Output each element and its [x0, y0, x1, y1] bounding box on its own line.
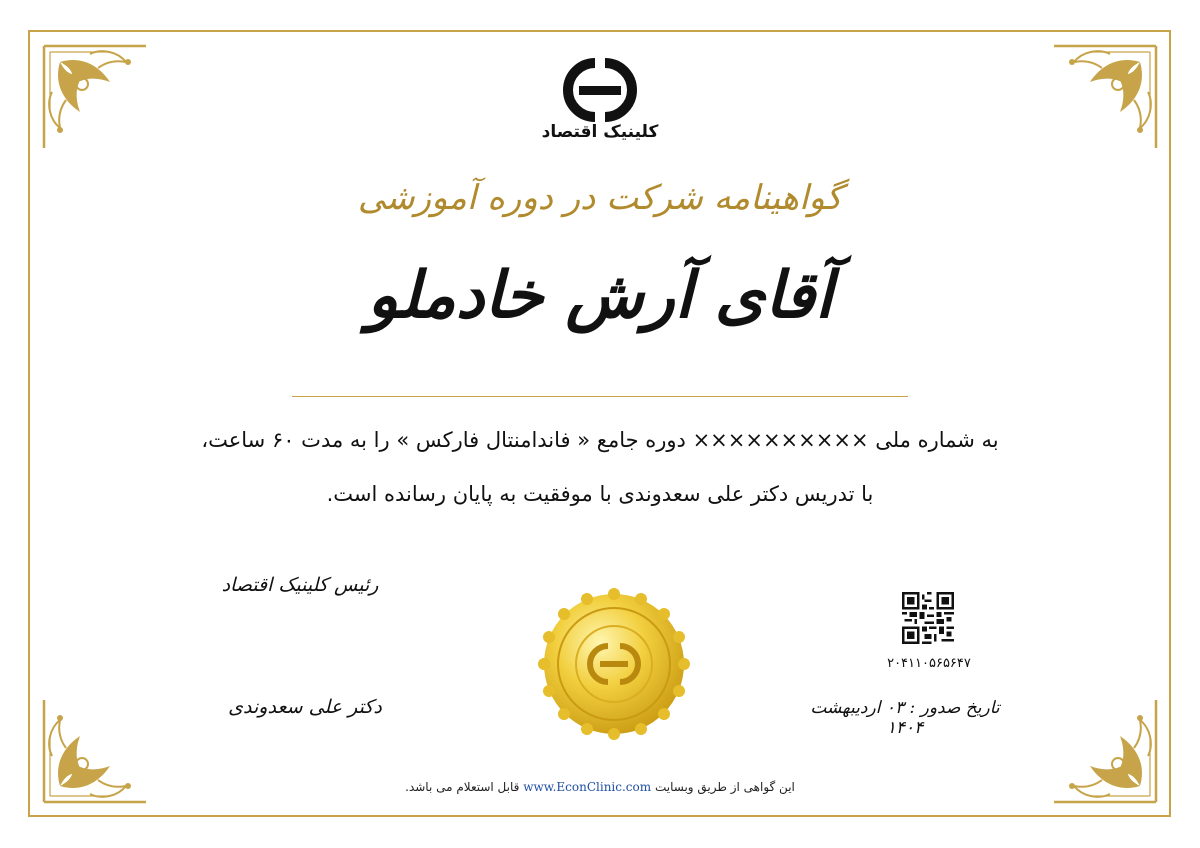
recipient-name: آقای آرش خادملو: [367, 258, 833, 333]
ornament-corner-icon: [40, 696, 150, 806]
footer-suffix: قابل استعلام می باشد.: [405, 780, 520, 794]
ornament-corner-icon: [1050, 696, 1160, 806]
website-link[interactable]: www.EconClinic.com: [523, 780, 652, 794]
ornament-corner-icon: [1050, 42, 1160, 152]
signature-head-name: دکتر علی سعدوندی: [228, 696, 382, 718]
gold-seal-icon: [538, 588, 690, 740]
ornament-corner-icon: [40, 42, 150, 152]
certificate-body-line-1: به شماره ملی ×××××××××× دوره جامع « فاندامنتال فارکس » را به مدت ۶۰ ساعت،: [201, 428, 999, 452]
verification-number: ۲۰۴۱۱۰۵۶۵۶۴۷: [887, 656, 971, 671]
footer-prefix: این گواهی از طریق وبسایت: [654, 780, 795, 794]
logo-text: کلینیک اقتصاد: [541, 122, 659, 142]
footer-note: [300, 780, 900, 794]
econclinic-logo-icon: [555, 55, 645, 125]
issue-date: تاریخ صدور : ۰۳ اردیبهشت ۱۴۰۴: [810, 698, 1000, 738]
divider-line: [292, 396, 908, 397]
signature-head-title: رئیس کلینیک اقتصاد: [221, 574, 379, 596]
certificate-title: گواهینامه شرکت در دوره آموزشی: [357, 178, 843, 218]
certificate-body-line-2: با تدریس دکتر علی سعدوندی با موفقیت به پایان رسانده است.: [326, 482, 874, 506]
qr-code-icon: [902, 592, 954, 644]
